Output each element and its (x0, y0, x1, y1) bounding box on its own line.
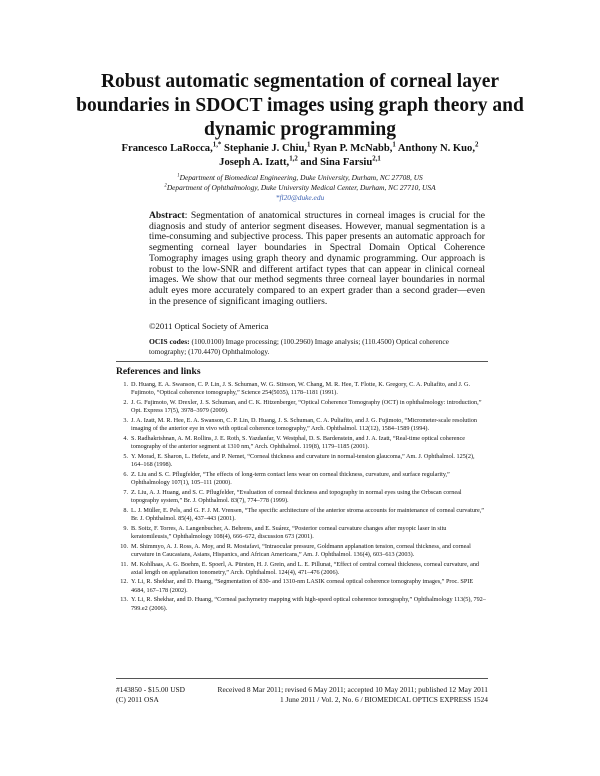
reference-item: 3. J. A. Izatt, M. R. Hee, E. A. Swanson, C. P. Lin, D. Huang, J. S. Schuman, C. A. Puliafito, and J. G. Fujimoto, “Micrometer-scale resolution imaging of the anterior eye in vivo with optical coherence tomography,” Arch. Ophthalmol. 112(12), 1584–1589 (1994). (123, 416, 478, 433)
ocis-text: (100.0100) Image processing; (100.2960) Image analysis; (110.4500) Optical coherence tomography; (170.4470) Ophthalmology. (149, 337, 449, 356)
author-name: Joseph A. Izatt, (219, 157, 290, 168)
reference-item: 12. Y. Li, R. Shekhar, and D. Huang, “Segmentation of 830- and 1310-nm LASIK corneal optical coherence tomography images,” Proc. SPIE 4684, 167–178 (2002). (120, 578, 474, 594)
author-name: and Sina Farsiu (297, 157, 373, 168)
author-name: Anthony N. Kuo, (395, 143, 475, 154)
author-affiliation-mark: 1 (307, 141, 311, 149)
author-affiliation-mark: 1,2 (289, 155, 298, 163)
ocis-codes (149, 337, 485, 356)
reference-item: 2. J. G. Fujimoto, W. Drexler, J. S. Schuman, and C. K. Hitzenberger, “Optical Coherence Tomography (OCT) in ophthalmology: introduction,” Opt. Express 17(5), 3978–3979 (2009). (123, 398, 482, 415)
reference-item: 8. L. J. Müller, E. Pels, and G. F. J. M. Vrensen, “The specific architecture of the anterior stroma accounts for maintenance of corneal curvature,” Br. J. Ophthalmol. 85(4), 437–443 (2001). (123, 506, 485, 523)
footer-copyright: (C) 2011 OSA (116, 695, 159, 704)
affiliation-line: $^2$Department of Ophthalmology, Duke University Medical Center, Durham, NC 27710, USA (164, 183, 436, 192)
affiliation-line: $^1$Department of Biomedical Engineering, Duke University, Durham, NC 27708, US (177, 173, 423, 182)
reference-item: 13. Y. Li, R. Shekhar, and D. Huang, “Corneal pachymetry mapping with high-speed optical coherence tomography,” Ophthalmology 113(5), 792–799.e2 (2006). (120, 596, 486, 612)
author-name: Ryan P. McNabb, (310, 143, 393, 154)
abstract (149, 211, 485, 307)
footer-row-1 (116, 685, 488, 695)
affiliations (100, 173, 500, 203)
divider-top (116, 361, 488, 362)
reference-item: 6. Z. Liu and S. C. Pflugfelder, “The effects of long-term contact lens wear on corneal thickness, curvature, and surface regularity,” Ophthalmology 107(1), 105–111 (2000). (123, 470, 450, 487)
footer-journal-info: 1 June 2011 / Vol. 2, No. 6 / BIOMEDICAL OPTICS EXPRESS 1524 (280, 695, 488, 704)
abstract-text: : Segmentation of anatomical structures in corneal images is crucial for the diagnosis and study of anterior segment diseases. However, manual segmentation is a time-consuming and subjective process. This paper presents an automatic approach for segmenting corneal layer boundaries in Spectral Domain Optical Coherence Tomography images using graph theory and dynamic programming. Our approach is robust to the low-SNR and different artifact types that can appear in clinical corneal images. We show that our method segments three corneal layer boundaries in normal adult eyes more accurately compared to an expert grader than a second grader—even in the presence of significant imaging outliers. (149, 210, 485, 307)
author-name: Stephanie J. Chiu, (221, 143, 307, 154)
references-heading: References and links (116, 366, 201, 377)
reference-item: 4. S. Radhakrishnan, A. M. Rollins, J. E. Roth, S. Yazdanfar, V. Westphal, D. S. Bardenstein, and J. A. Izatt, “Real-time optical coherence tomography of the anterior segment at 1310 nm,” Arch. Ophthalmol. 119(8), 1179–1185 (2001). (123, 434, 466, 451)
author-affiliation-mark: 1,* (212, 141, 222, 149)
author-affiliation-mark: 1 (392, 141, 396, 149)
copyright-notice: ©2011 Optical Society of America (149, 321, 269, 331)
reference-list (116, 381, 488, 614)
reference-item: 1. D. Huang, E. A. Swanson, C. P. Lin, J. S. Schuman, W. G. Stinson, W. Chang, M. R. Hee, T. Flotte, K. Gregory, C. A. Puliafito, and J. G. Fujimoto, “Optical coherence tomography,” Science 254(5035), 1178–1181 (1991). (123, 381, 470, 397)
reference-item: 7. Z. Liu, A. J. Huang, and S. C. Pflugfelder, “Evaluation of corneal thickness and topography in normal eyes using the Orbscan corneal topography system,” Br. J. Ophthalmol. 83(7), 774–778 (1999). (123, 488, 462, 505)
reference-item: 11. M. Kohlhaas, A. G. Boehm, E. Spoerl, A. Pürsten, H. J. Grein, and L. E. Pillunat, “Effect of central corneal thickness, corneal curvature, and axial length on applanation tonometry,” Arch. Ophthalmol. 124(4), 471–476 (2006). (120, 560, 480, 576)
ocis-label: OCIS codes: (149, 337, 190, 346)
author-list (80, 142, 520, 170)
reference-item: 5. Y. Morad, E. Sharon, L. Hefetz, and P. Nemet, “Corneal thickness and curvature in normal-tension glaucoma,” Am. J. Ophthalmol. 125(2), 164–168 (1998). (123, 452, 475, 469)
footer-price: #143850 - $15.00 USD (116, 685, 185, 694)
corresponding-email-link[interactable]: *fl20@duke.edu (275, 193, 325, 202)
paper-title: Robust automatic segmentation of corneal layer boundaries in SDOCT images using graph theory and dynamic programming (76, 71, 524, 140)
footer-history: Received 8 Mar 2011; revised 6 May 2011; accepted 10 May 2011; published 12 May 2011 (217, 685, 488, 694)
reference-item: 10. M. Shimmyo, A. J. Ross, A. Moy, and R. Mostafavi, “Intraocular pressure, Goldmann applanation tension, corneal thickness, and corneal curvature in Caucasians, Asians, Hispanics, and African Americans,” Am. J. Ophthalmol. 136(4), 603–613 (2003). (120, 542, 471, 559)
author-affiliation-mark: 2 (475, 141, 479, 149)
reference-item: 9. B. Soitz, F. Torres, A. Langenbucher, A. Behrens, and E. Suárez, “Posterior corneal curvature changes after myopic laser in situ keratomileusis,” Ophthalmology 108(4), 666–672, discussion 673 (2001). (123, 524, 447, 541)
divider-bottom (116, 678, 488, 679)
abstract-label: Abstract (149, 210, 185, 221)
page-footer (116, 685, 488, 705)
footer-row-2 (116, 695, 488, 705)
author-name: Francesco LaRocca, (121, 143, 213, 154)
author-affiliation-mark: 2,1 (372, 155, 381, 163)
